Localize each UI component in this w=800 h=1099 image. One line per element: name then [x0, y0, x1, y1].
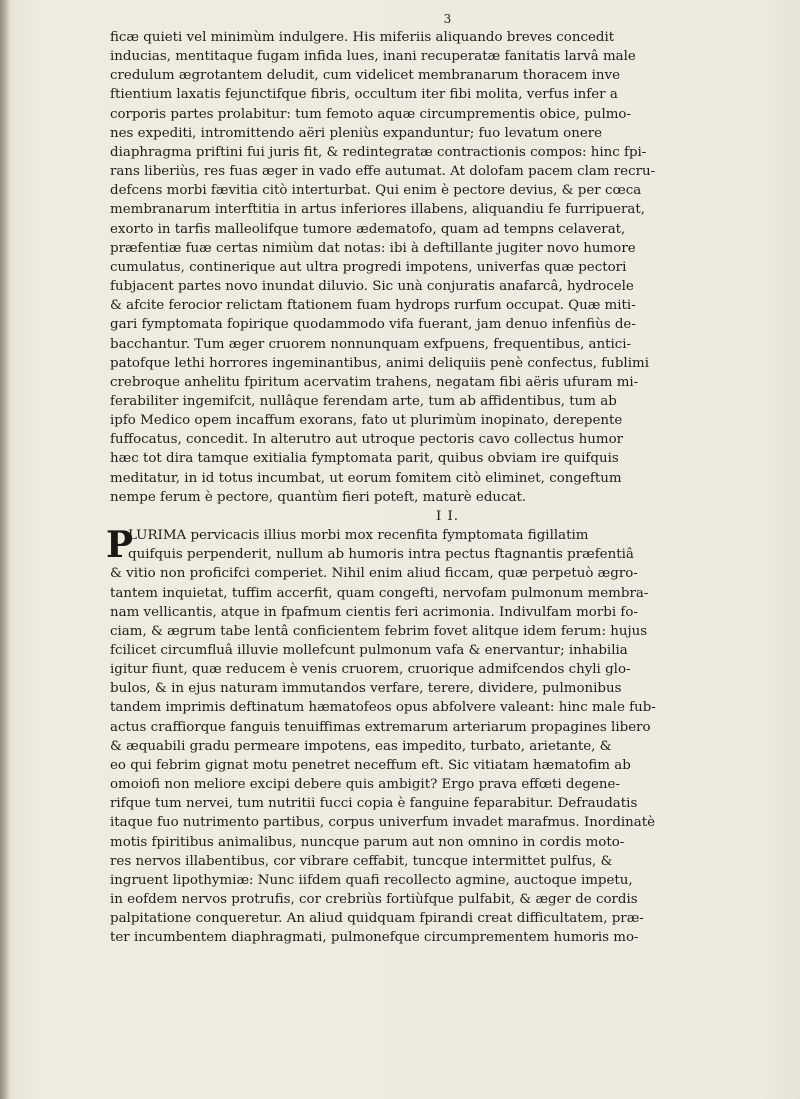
text-line: ficæ quieti vel minimùm indulgere. His miferiis aliquando breves concedit: [110, 30, 615, 45]
text-line: in eofdem nervos protrufis, cor crebriùs fortiùfque pulfabit, & æger de cordis: [110, 892, 638, 908]
text-line: defcens morbi fævitia citò interturbat. Qui enim è pectore devius, & per cœca: [110, 183, 642, 199]
text-line: diaphragma priftini fui juris fit, & redintegratæ contractionis compos: hinc fpi-: [110, 144, 647, 160]
text-line: igitur fiunt, quæ reducem è venis cruorem, cruorique admifcendos chyli glo-: [110, 662, 631, 678]
binding-shadow: [0, 0, 10, 1099]
text-line: ipfo Medico opem incaffum exorans, fato ut plurimùm inopinato, derepente: [110, 413, 623, 429]
text-line: meditatur, in id totus incumbat, ut eorum fomitem citò eliminet, congeftum: [110, 470, 622, 486]
text-line: omoiofi non meliore excipi debere quis ambigit? Ergo prava effœti degene-: [110, 777, 621, 793]
text-block: [106, 12, 785, 948]
page-number: 3: [443, 12, 452, 26]
text-line: eo qui febrim gignat motu penetret neceffum eft. Sic vitiatam hæmatofim ab: [110, 757, 631, 773]
paragraph-2: [106, 524, 785, 947]
text-line: ftientium laxatis fejunctifque fibris, occultum iter fibi molita, verfus infer a: [110, 87, 618, 103]
text-line: præfentiæ fuæ certas nimiùm dat notas: ibi à deftillante jugiter novo humore: [110, 240, 636, 256]
text-line: fubjacent partes novo inundat diluvio. Sic unà conjuratis anafarcâ, hydrocele: [110, 279, 634, 295]
text-line: tantem inquietat, tuffim accerfit, quam congefti, nervofam pulmonum membra-: [110, 585, 649, 601]
text-line: & afcite ferocior relictam ftationem fuam hydrops rurfum occupat. Quæ miti-: [110, 298, 636, 314]
text-line: bulos, & in ejus naturam immutandos verfare, terere, dividere, pulmonibus: [110, 681, 622, 697]
text-line: itaque fuo nutrimento partibus, corpus univerfum invadet marafmus. Inordinatè: [110, 815, 656, 831]
text-line: hæc tot dira tamque exitialia fymptomata parit, quibus obviam ire quifquis: [110, 451, 619, 467]
text-line: ter incumbentem diaphragmati, pulmonefque circumprementem humoris mo-: [110, 930, 639, 946]
text-line: quifquis perpenderit, nullum ab humoris intra pectus ftagnantis præfentiâ: [128, 547, 634, 563]
text-line: nam vellicantis, atque in fpafmum cientis feri acrimonia. Indivulfam morbi fo-: [110, 604, 638, 620]
text-line: palpitatione conqueretur. An aliud quidquam fpirandi creat difficultatem, præ-: [110, 911, 644, 927]
text-line: & vitio non proficifci comperiet. Nihil enim aliud ficcam, quæ perpetuò ægro-: [110, 566, 638, 582]
text-line: res nervos illabentibus, cor vibrare ceffabit, tuncque intermittet pulfus, &: [110, 853, 613, 869]
text-line: exorto in tarfis malleolifque tumore ædematofo, quam ad tempns celaverat,: [110, 221, 626, 237]
text-line: patofque lethi horrores ingeminantibus, animi deliquiis penè confectus, fublimi: [110, 355, 649, 371]
text-line: & æquabili gradu permeare impotens, eas impedito, turbato, arietante, &: [110, 738, 612, 754]
text-line-body: LURIMA pervicacis illius morbi mox recenfita fymptomata figillatim: [128, 528, 589, 544]
text-line: ingruent lipothymiæ: Nunc iifdem quafi recollecto agmine, auctoque impetu,: [110, 872, 633, 888]
text-line: crebroque anhelitu fpiritum acervatim trahens, negatam fibi aëris ufuram mi-: [110, 374, 639, 390]
text-line: tandem imprimis deftinatum hæmatofeos opus abfolvere valeant: hinc male fub-: [110, 700, 656, 716]
text-line: inducias, mentitaque fugam infida lues, inani recuperatæ fanitatis larvâ male: [110, 49, 636, 65]
text-line: credulum ægrotantem deludit, cum videlicet membranarum thoracem inve: [110, 68, 621, 84]
text-line: corporis partes prolabitur: tum femoto aquæ circumprementis obice, pulmo-: [110, 106, 632, 122]
text-line: cumulatus, continerique aut ultra progredi impotens, univerfas quæ pectori: [110, 259, 627, 275]
text-line: fuffocatus, concedit. In alterutro aut utroque pectoris cavo collectus humor: [110, 432, 624, 448]
paragraph-1: [110, 28, 785, 507]
text-line: ciam, & ægrum tabe lentâ conficientem febrim fovet alitque idem ferum: hujus: [110, 623, 648, 639]
section-heading: I I.: [435, 508, 460, 524]
text-line: rifque tum nervei, tum nutritii fucci copia è fanguine feparabitur. Defraudatis: [110, 796, 638, 812]
text-line: rans liberiùs, res fuas æger in vado effe autumat. At dolofam pacem clam recru-: [110, 164, 656, 180]
text-line: bacchantur. Tum æger cruorem nonnunquam exfpuens, frequentibus, antici-: [110, 336, 632, 352]
text-line: nes expediti, intromittendo aëri pleniùs expanduntur; fuo levatum onere: [110, 125, 603, 141]
text-line: nempe ferum è pectore, quantùm fieri poteft, maturè educat.: [110, 489, 527, 505]
drop-cap-initial: P: [106, 524, 134, 567]
text-line: ferabiliter ingemifcit, nullâque ferendam arte, tum ab affidentibus, tum ab: [110, 393, 617, 409]
text-line: motis fpiritibus animalibus, nuncque parum aut non omnino in cordis moto-: [110, 834, 625, 850]
text-line: membranarum interftitia in artus inferiores illabens, aliquandiu fe furripuerat,: [110, 202, 646, 218]
text-line: actus craffiorque fanguis tenuiffimas extremarum arteriarum propagines libero: [110, 719, 651, 735]
text-line: fcilicet circumfluâ illuvie mollefcunt pulmonum vafa & enervantur; inhabilia: [110, 643, 628, 658]
text-line: gari fymptomata fopirique quodammodo vifa fuerant, jam denuo infenfiùs de-: [110, 317, 636, 333]
